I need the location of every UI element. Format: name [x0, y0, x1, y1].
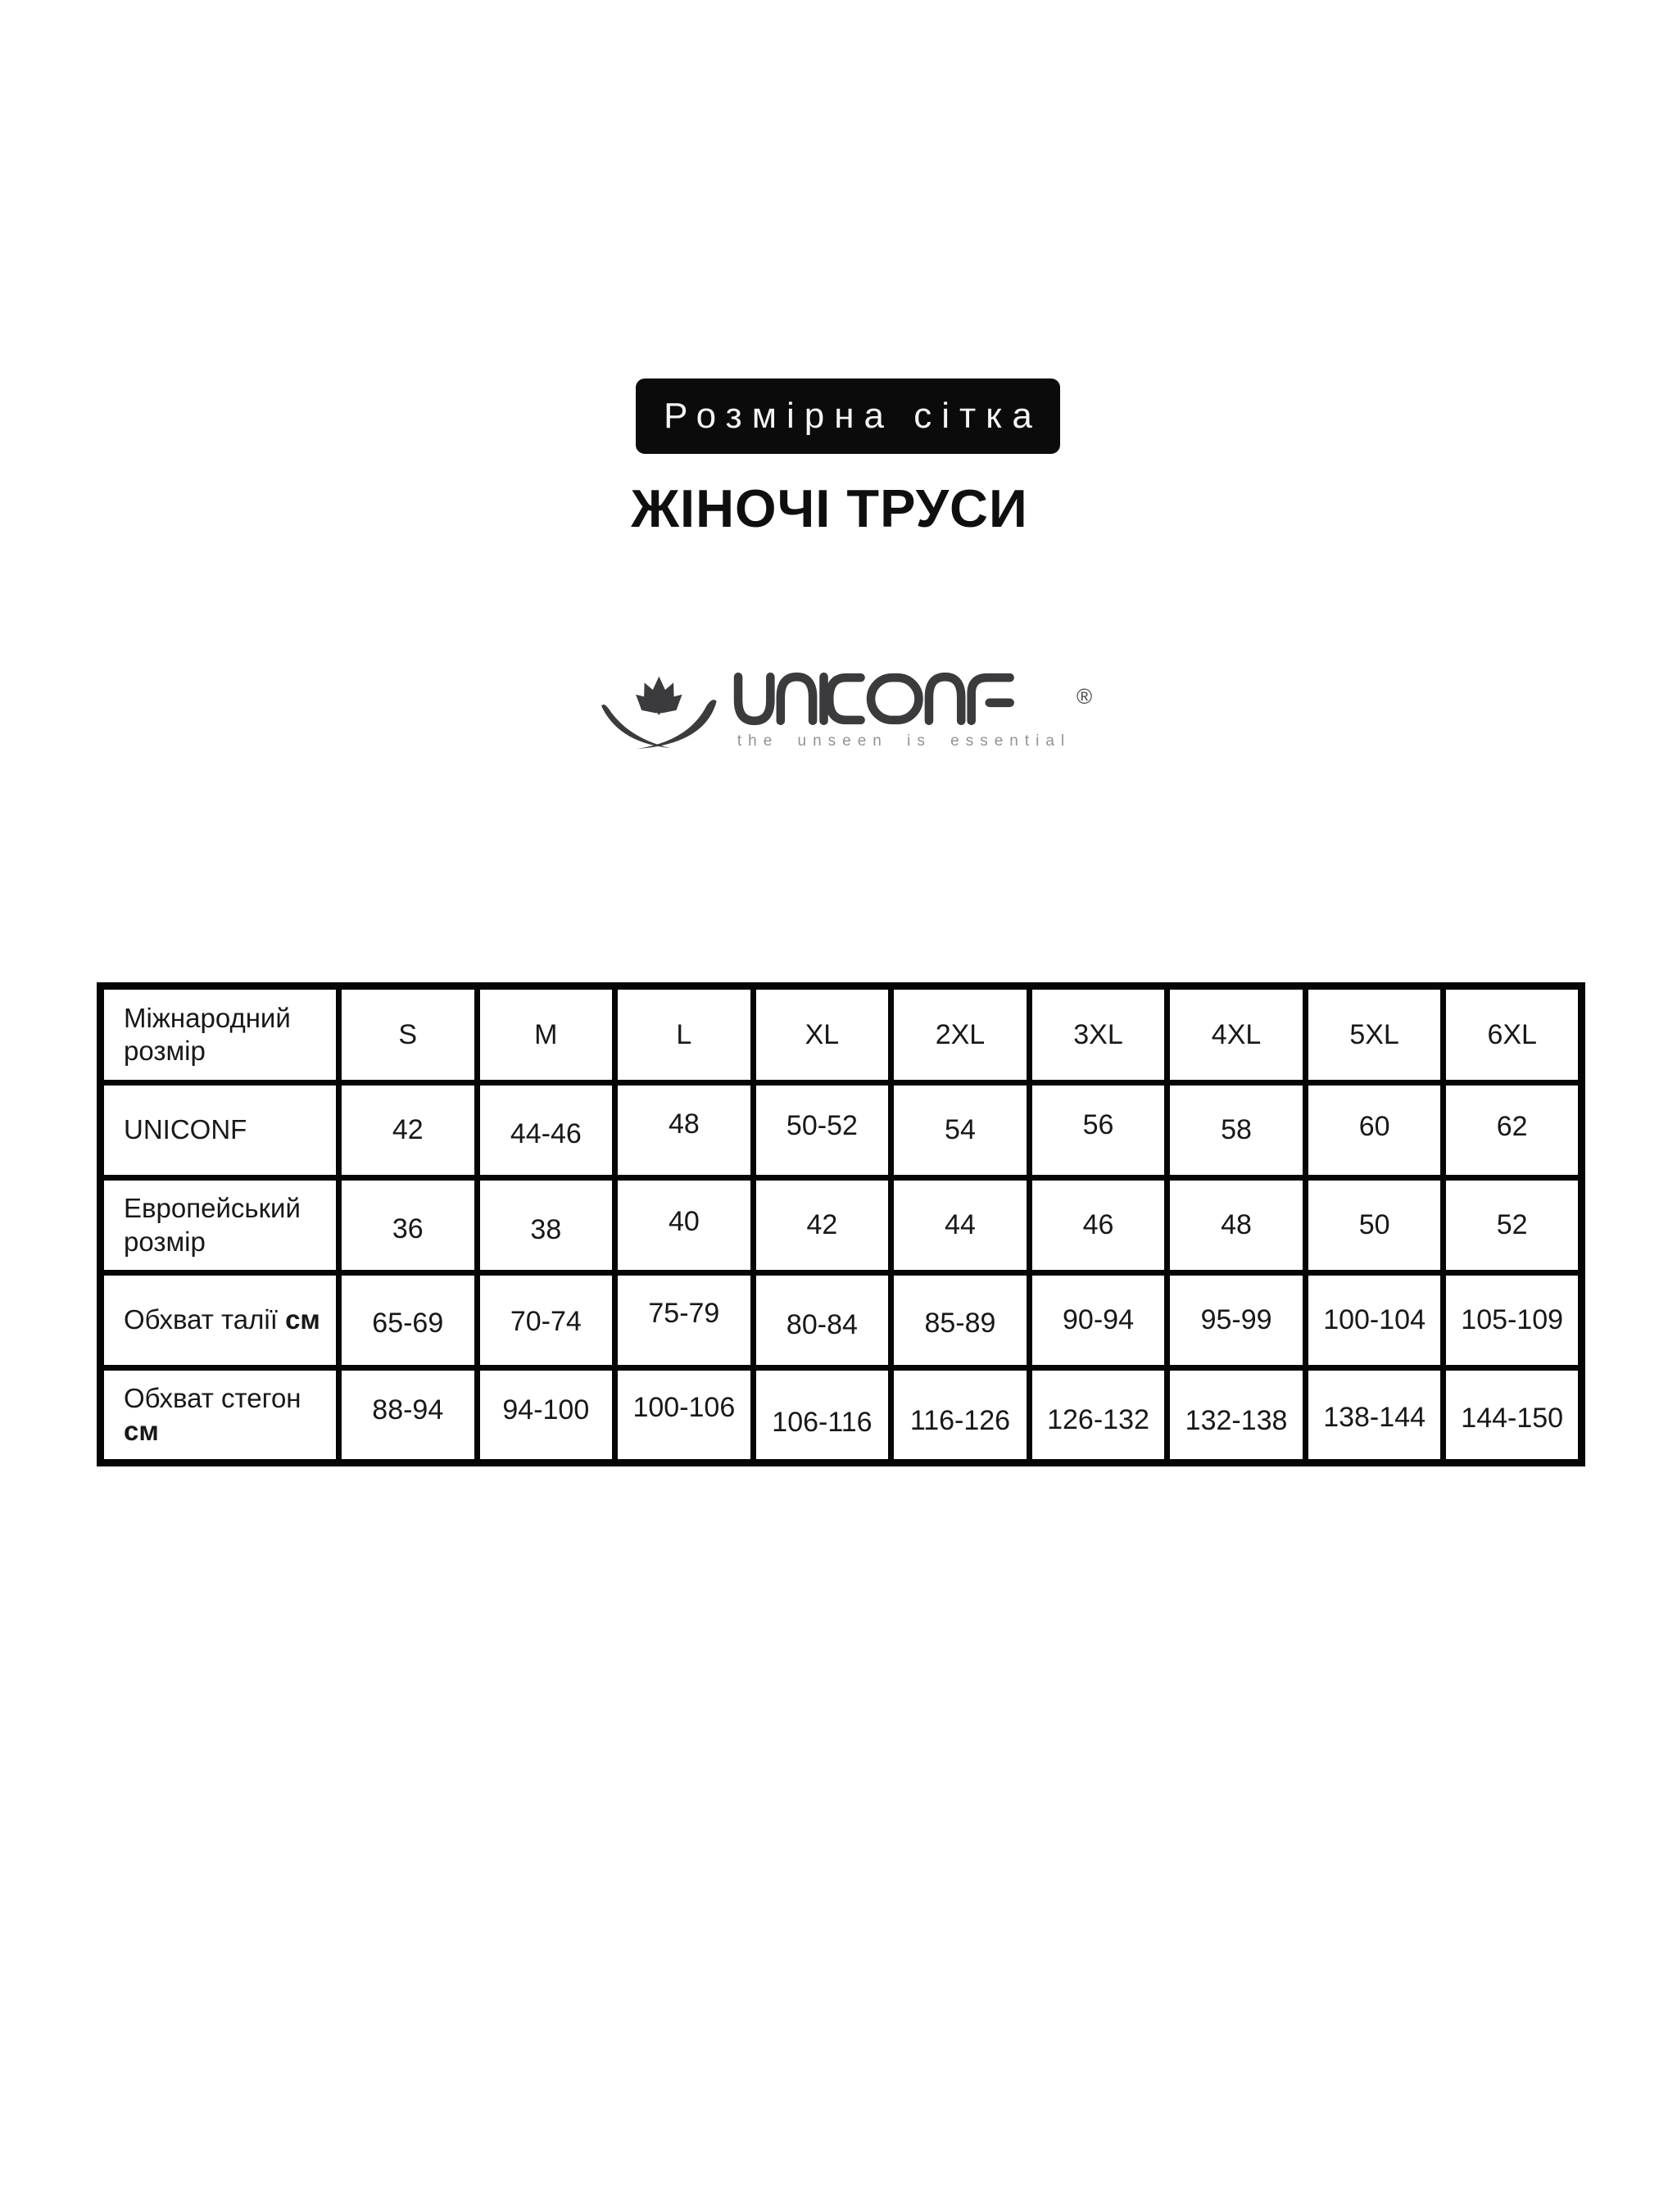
size-value-text: 40 — [668, 1206, 700, 1237]
column-header-size — [1444, 986, 1582, 1083]
brand-wordmark-block — [732, 671, 1092, 750]
size-value-text: 94-100 — [502, 1394, 590, 1426]
column-header-text: Міжнародний розмір — [124, 1002, 291, 1066]
size-value-text: 54 — [945, 1114, 976, 1145]
size-value-text: 62 — [1496, 1111, 1528, 1142]
size-value-cell — [753, 1273, 891, 1368]
column-header-size — [1029, 986, 1167, 1083]
size-value-text: 50 — [1358, 1209, 1390, 1240]
size-value-cell — [1444, 1368, 1582, 1463]
size-value-text: 42 — [392, 1114, 424, 1145]
size-value-text: 42 — [806, 1209, 838, 1240]
table-row — [101, 1273, 1582, 1368]
column-header-text: 5XL — [1349, 1018, 1399, 1050]
row-label-cell — [101, 1178, 339, 1273]
column-header-label — [101, 986, 339, 1083]
size-value-text: 105-109 — [1461, 1304, 1564, 1335]
size-value-cell — [339, 1178, 478, 1273]
size-value-cell — [1029, 1368, 1167, 1463]
size-value-cell — [615, 1083, 754, 1178]
size-value-cell — [339, 1273, 478, 1368]
column-header-text: M — [534, 1018, 558, 1050]
lotus-flower-icon — [596, 670, 721, 750]
size-value-cell — [753, 1368, 891, 1463]
size-value-text: 70-74 — [510, 1306, 582, 1337]
column-header-size — [753, 986, 891, 1083]
size-value-text: 90-94 — [1063, 1304, 1134, 1335]
size-value-text: 52 — [1496, 1209, 1528, 1240]
size-value-text: 60 — [1358, 1111, 1390, 1142]
size-value-cell — [477, 1178, 615, 1273]
size-value-text: 100-104 — [1323, 1304, 1426, 1335]
size-value-cell — [1029, 1178, 1167, 1273]
column-header-size — [1305, 986, 1444, 1083]
size-value-text: 95-99 — [1200, 1304, 1272, 1335]
column-header-text: L — [676, 1018, 692, 1050]
brand-tagline: the unseen is essential — [737, 732, 1072, 750]
size-value-text: 75-79 — [648, 1298, 720, 1329]
size-value-text: 50-52 — [786, 1110, 858, 1141]
size-value-text: 38 — [530, 1214, 562, 1245]
column-header-size — [339, 986, 478, 1083]
size-value-text: 106-116 — [772, 1406, 873, 1438]
brand-logo — [596, 670, 1092, 750]
row-label-text: Обхват стегон см — [124, 1382, 301, 1446]
size-value-cell — [615, 1368, 754, 1463]
size-value-cell — [1167, 1273, 1306, 1368]
size-value-cell — [1167, 1178, 1306, 1273]
row-label-unit: см — [124, 1416, 159, 1446]
column-header-text: 2XL — [935, 1018, 986, 1050]
size-value-cell — [615, 1178, 754, 1273]
column-header-text: 4XL — [1211, 1018, 1262, 1050]
column-header-size — [1167, 986, 1306, 1083]
page-title: ЖІНОЧІ ТРУСИ — [631, 478, 1028, 538]
size-value-cell — [1305, 1178, 1444, 1273]
size-value-text: 56 — [1082, 1109, 1114, 1140]
size-value-cell — [1167, 1368, 1306, 1463]
size-value-cell — [891, 1083, 1030, 1178]
row-label-cell — [101, 1083, 339, 1178]
uniconf-wordmark — [732, 671, 1015, 727]
size-value-cell — [891, 1273, 1030, 1368]
row-label-unit: см — [285, 1304, 320, 1335]
column-header-text: XL — [805, 1018, 840, 1050]
size-value-text: 58 — [1221, 1114, 1252, 1145]
size-value-cell — [1305, 1273, 1444, 1368]
size-value-text: 36 — [392, 1213, 424, 1244]
size-value-cell — [1444, 1178, 1582, 1273]
size-value-text: 144-150 — [1461, 1402, 1564, 1434]
title-badge-label: Розмірна сітка — [664, 396, 1042, 436]
table-row — [101, 1368, 1582, 1463]
row-label-text: UNICONF — [124, 1114, 247, 1145]
column-header-size — [615, 986, 754, 1083]
size-table-body — [101, 1083, 1582, 1463]
title-badge — [636, 378, 1060, 454]
size-value-cell — [1305, 1368, 1444, 1463]
size-value-text: 132-138 — [1185, 1404, 1288, 1436]
column-header-text: 3XL — [1073, 1018, 1123, 1050]
registered-trademark: ® — [1076, 684, 1093, 709]
size-value-cell — [615, 1273, 754, 1368]
row-label-text: Европейський розмір — [124, 1193, 301, 1257]
size-value-cell — [1029, 1083, 1167, 1178]
size-table — [97, 982, 1585, 1466]
size-value-text: 100-106 — [632, 1391, 736, 1423]
row-label-cell — [101, 1368, 339, 1463]
size-value-text: 44 — [945, 1209, 976, 1240]
column-header-size — [891, 986, 1030, 1083]
size-value-text: 48 — [1221, 1209, 1252, 1240]
size-value-text: 116-126 — [909, 1404, 1011, 1436]
row-label-cell — [101, 1273, 339, 1368]
size-value-cell — [477, 1368, 615, 1463]
size-value-cell — [753, 1083, 891, 1178]
header-row — [101, 986, 1582, 1083]
size-value-text: 85-89 — [924, 1308, 996, 1339]
column-header-size — [477, 986, 615, 1083]
size-value-cell — [339, 1368, 478, 1463]
size-value-cell — [1029, 1273, 1167, 1368]
size-value-cell — [1305, 1083, 1444, 1178]
size-value-cell — [891, 1178, 1030, 1273]
size-value-text: 126-132 — [1047, 1403, 1149, 1435]
table-row — [101, 1178, 1582, 1273]
size-value-cell — [477, 1083, 615, 1178]
size-value-text: 65-69 — [372, 1308, 444, 1339]
column-header-text: 6XL — [1487, 1018, 1537, 1050]
size-value-cell — [1167, 1083, 1306, 1178]
size-value-text: 88-94 — [372, 1394, 444, 1426]
size-table-header — [101, 986, 1582, 1083]
size-value-cell — [339, 1083, 478, 1178]
size-value-text: 44-46 — [510, 1118, 582, 1149]
size-value-cell — [477, 1273, 615, 1368]
column-header-text: S — [398, 1018, 418, 1050]
size-value-cell — [1444, 1083, 1582, 1178]
table-row — [101, 1083, 1582, 1178]
size-value-text: 138-144 — [1323, 1401, 1426, 1433]
size-value-cell — [1444, 1273, 1582, 1368]
size-value-text: 48 — [668, 1108, 700, 1140]
size-value-text: 46 — [1082, 1209, 1114, 1240]
size-value-cell — [891, 1368, 1030, 1463]
size-value-text: 80-84 — [786, 1309, 858, 1340]
row-label-text: Обхват талії см — [124, 1304, 320, 1335]
size-value-cell — [753, 1178, 891, 1273]
